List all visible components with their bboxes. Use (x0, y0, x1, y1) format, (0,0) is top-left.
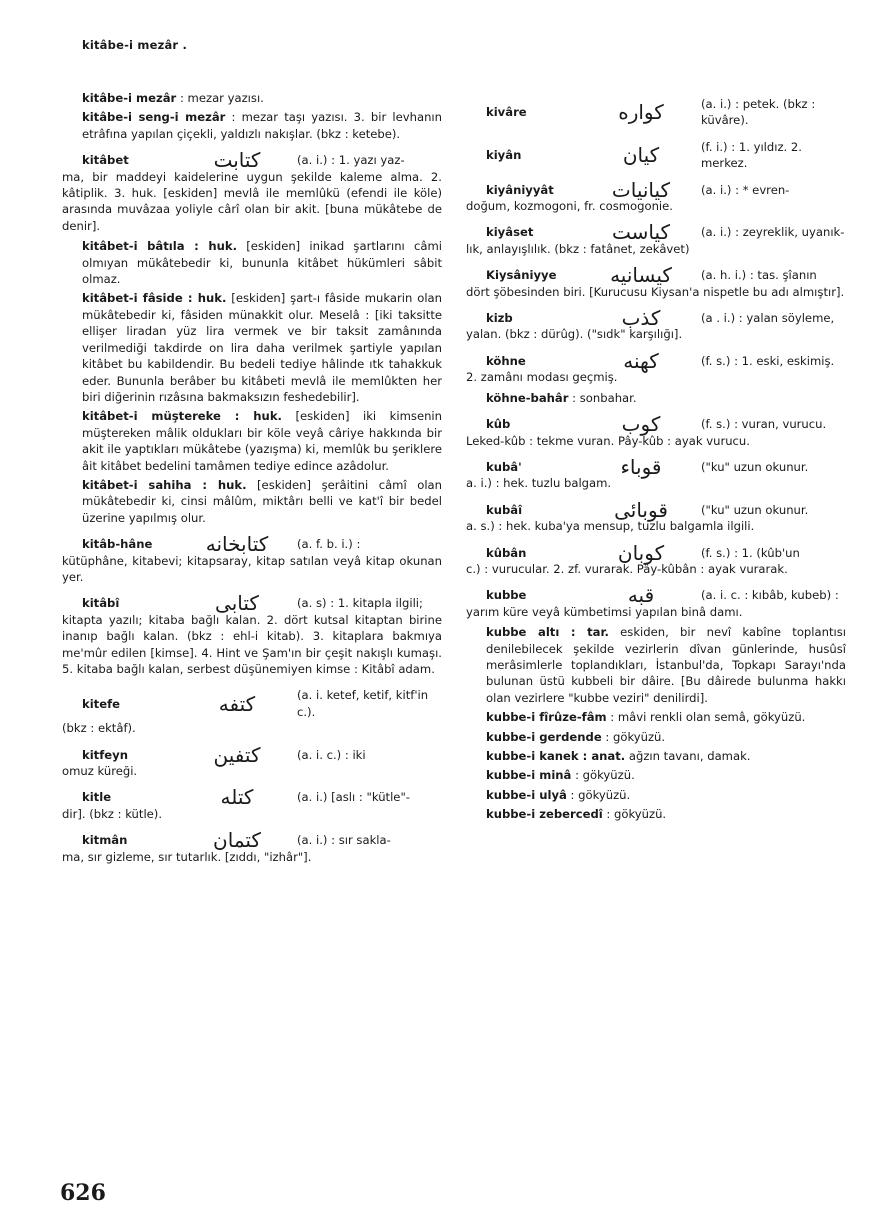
entry-kuban-head (466, 540, 846, 565)
arabic-script: كياست (611, 220, 671, 245)
headword: kûbân (486, 545, 527, 560)
definition-cont: 2. zamânı modası geçmiş. (466, 370, 618, 385)
definition: : mâvi renkli olan semâ, gökyüzü. (606, 710, 806, 725)
headword: kiyâniyyât (486, 182, 554, 197)
definition: [eskiden] iki kimsenin müştereken mâlik oldukları bir köle veyâ câriye hakkında bir akit ile yaptıkları mükâtebe (yazışma) ki, memlûk bu şeriklere âit kitâbet bedelini tamâmen tediye edince azâdolur. (82, 409, 443, 473)
definition-start: ("ku" uzun okunur. (701, 459, 809, 474)
arabic-script: كتفين (213, 742, 261, 767)
arabic-script: كوب (621, 412, 661, 437)
entry-kizb-head (466, 306, 846, 331)
headword: kizb (486, 311, 513, 326)
entry-kitabe-i-mezar (62, 90, 442, 106)
entry-kiysaniyye-head (466, 263, 846, 288)
entry-kiyan-head (466, 139, 846, 172)
definition-start: (f. s.) : 1. (kûb'un (701, 545, 800, 560)
definition-start: (a. f. b. i.) : (297, 537, 361, 552)
definition-start: (a. h. i.) : tas. şîanın (701, 268, 817, 283)
headword: kubbe-i fîrûze-fâm (486, 710, 607, 725)
arabic-script: كتمان (213, 828, 261, 853)
definition-start: (a. i.) [aslı : "kütle"- (297, 790, 410, 805)
entry-kiyaset-head (466, 220, 846, 245)
definition: ağzın tavanı, damak. (625, 749, 751, 763)
definition: : gökyüzü. (602, 807, 667, 822)
arabic-script: كواره (618, 100, 664, 125)
definition-cont: ma, sır gizleme, sır tutarlık. [zıddı, "izhâr"]. (62, 849, 312, 864)
entry-kitabi-head (62, 591, 442, 616)
definition: : sonbahar. (568, 390, 637, 405)
definition-start: (a. i.) : * evren- (701, 182, 790, 197)
definition-start: (a. i.) : zeyreklik, uyanık- (701, 225, 845, 240)
definition-cont: dört şöbesinden biri. [Kurucusu Kiysan'a nispetle bu adı almıştır]. (466, 284, 845, 299)
definition-cont: (bkz : ektâf). (62, 721, 136, 736)
entry-kitabet-i-faside (62, 290, 442, 405)
entry-kitabet-i-mustereke (62, 408, 442, 474)
definition: : gökyüzü. (566, 787, 631, 802)
definition-cont: kütüphâne, kitabevi; kitapsaray, kitap satılan veyâ kitap okunan yer. (62, 553, 442, 584)
entry-kitabet-i-batila (62, 238, 442, 287)
definition-cont: lık, anlayışlılık. (bkz : fatânet, zekâvet) (466, 241, 690, 256)
definition: eskiden, bir nevî kabîne toplantısı denilebilecek şekilde vezirlerin dîvan günlerinde, husûsî merâsimlerle toplandıkları, İstanbul'da, Topkapı Sarayı'nda bulunan üstü kubbeli bir dâire. [Bu dâirede bulunma hakkı olan vezirlere "kubbe veziri" denilirdi]. (486, 625, 846, 705)
definition-start: (a. i. c.) : iki (297, 747, 366, 762)
headword: kitâbet-i fâside : huk. (82, 291, 227, 306)
definition-start: (a. i. ketef, ketif, kitf'in c.). (297, 688, 429, 719)
entry-kitabet-i-sahiha (62, 477, 442, 526)
headword: kitâbe-i mezâr (82, 91, 177, 105)
definition: [eskiden] şart-ı fâside mukarin olan mükâtebedir ki, fâsiden münakkit olur. Meselâ : [iki taksitte ellişer liradan yüz lira vermek ve bir taksit zamânında verilmediği takdirde on lira daha verilmek şartiyle yapılan kitâbet bu kabildendir. Bu bedeli tediye hâlinde ıtk tahakkuk eder. Bununla berâber bu kitâbeti mevlâ ile memlûkten her biri diğerinin rızâsına bakmaksızın feshedebilir]. (82, 291, 442, 404)
definition-start: ("ku" uzun okunur. (701, 502, 809, 517)
entry-kuba-head (466, 454, 846, 479)
definition: : gökyüzü. (571, 768, 635, 783)
definition-cont: doğum, kozmogoni, fr. cosmogonie. (466, 199, 673, 214)
arabic-script: كيان (622, 143, 660, 168)
entry-kubbe-i-firuze-fam (466, 709, 846, 725)
definition: : mezar taşı yazısı. 3. bir levhanın etrâfına yapılan çiçekli, yaldızlı nakışlar. (bkz : ketebe). (82, 110, 443, 141)
headword: kubâ' (486, 459, 522, 474)
page-number: 626 (60, 1180, 106, 1206)
definition-start: (a. i. c. : kıbâb, kubeb) : (701, 588, 839, 603)
arabic-script: قوبائى (614, 497, 668, 522)
entry-kiyaniyyat-head (466, 177, 846, 202)
headword: kubbe-i gerdende (486, 729, 602, 744)
entry-kitabe-i-seng-i-mezar (62, 109, 442, 142)
entry-kitab-hane-head (62, 532, 442, 557)
running-head: kitâbe-i mezâr . (82, 38, 188, 52)
headword: kitâbet (82, 153, 129, 168)
arabic-script: كتله (220, 785, 254, 810)
definition-cont: ma, bir maddeyi kaidelerine uygun şekilde kaleme alma. 2. kâtiplik. 3. huk. [eskiden] mevlâ ile memlûkü (efendi ile köle) arasında muvâzaa yoliyle cârî olan bir akit. [buna mükâtebe de denir]. (62, 169, 442, 233)
entry-kubbe-i-zebercedi (466, 806, 846, 822)
definition-cont: Leked-kûb : tekme vuran. Pây-kûb : ayak vurucu. (466, 433, 750, 448)
entry-kitman-head (62, 828, 442, 853)
definition-cont: yarım küre veyâ kümbetimsi yapılan binâ damı. (466, 604, 743, 619)
headword: kivâre (486, 105, 527, 120)
headword: kubbe altı : tar. (486, 625, 609, 640)
definition-start: (a. i.) : petek. (bkz : küvâre). (701, 97, 816, 128)
entry-kohne-bahar (466, 390, 846, 406)
entry-kitfeyn-head (62, 742, 442, 767)
arabic-script: قبه (627, 583, 655, 608)
headword: kitâb-hâne (82, 537, 153, 552)
entry-kivare-head (466, 96, 846, 129)
definition-cont: c.) : vurucular. 2. zf. vurarak. Pây-kûbân : ayak vurarak. (466, 561, 788, 576)
entry-kub-head (466, 412, 846, 437)
headword: kitâbet-i bâtıla : huk. (82, 239, 237, 254)
headword: kubbe-i ulyâ (486, 787, 567, 802)
headword: kitâbî (82, 596, 120, 611)
definition-cont: kitapta yazılı; kitaba bağlı kalan. 2. dört kutsal kitaptan birine inanıp bağlı kalan. (bkz : ehl-i kitab). 3. kitaplara bakmıya me'mûr edilen [kimse]. 4. Hint ve Şam'ın bir çeşit nakışlı kumaşı. 5. kitaba bağlı kalan, serbest düşünemiyen kimse : Kitâbî adam. (62, 612, 442, 676)
headword: kitefe (82, 696, 120, 711)
arabic-script: كهنه (623, 348, 659, 373)
headword: kitle (82, 790, 112, 805)
entry-kitefe-head (62, 687, 442, 720)
headword: kitâbet-i müştereke : huk. (82, 409, 282, 424)
arabic-script: كذب (621, 306, 661, 331)
definition-start: (f. s.) : vuran, vurucu. (701, 417, 827, 432)
definition-cont: a. i.) : hek. tuzlu balgam. (466, 476, 612, 491)
entry-kubbe-i-ulya (466, 787, 846, 803)
definition-start: (f. s.) : 1. eski, eskimiş. (701, 353, 835, 368)
headword: kubâî (486, 502, 523, 517)
definition-start: (a . i.) : yalan söyleme, (701, 311, 835, 326)
arabic-script: كيسانيه (610, 263, 672, 288)
headword: köhne (486, 353, 526, 368)
definition-start: (a. i.) : 1. yazı yaz- (297, 153, 405, 168)
headword: kubbe-i zebercedî (486, 807, 603, 822)
headword: kitfeyn (82, 747, 128, 762)
definition-start: (f. i.) : 1. yıldız. 2. merkez. (701, 139, 802, 171)
entry-kitle-head (62, 785, 442, 810)
arabic-script: كتابى (215, 591, 259, 616)
entry-kubai-head (466, 497, 846, 522)
definition-start: (a. s) : 1. kitapla ilgili; (297, 596, 423, 611)
definition-cont: omuz küreği. (62, 764, 138, 779)
headword: kubbe-i kanek : anat. (486, 749, 626, 763)
definition-cont: a. s.) : hek. kuba'ya mensup, tuzlu balgamla ilgili. (466, 519, 755, 534)
definition: [eskiden] şerâitini câmî olan mükâtebedir ki, cinsi mâlûm, miktârı belli ve kat'î bir bedel üzerine yapılmış olur. (82, 477, 442, 525)
entry-kohne-head (466, 348, 846, 373)
headword: kiyâset (486, 225, 534, 240)
definition: [eskiden] inikad şartlarını câmi olmıyan mükâtebedir ki, bununla kitâbet hükümleri sâbit olmaz. (82, 239, 442, 287)
headword: kitmân (82, 833, 128, 848)
arabic-script: كتابت (213, 148, 261, 173)
arabic-script: كتابخانه (205, 532, 269, 557)
definition: : gökyüzü. (601, 729, 666, 744)
headword: kubbe-i minâ (486, 768, 572, 783)
entry-kubbe-head (466, 583, 846, 608)
definition-cont: yalan. (bkz : dürûg). ("sıdk" karşılığı]. (466, 327, 683, 342)
headword: kûb (486, 417, 511, 432)
arabic-script: كوبان (617, 540, 665, 565)
headword: kitâbet-i sahiha : huk. (82, 477, 247, 492)
headword: Kiysâniyye (486, 268, 557, 283)
headword: kiyân (486, 148, 522, 163)
definition-start: (a. i.) : sır sakla- (297, 833, 391, 848)
headword: kitâbe-i seng-i mezâr (82, 110, 226, 125)
entry-kubbe-i-gerdende (466, 729, 846, 745)
arabic-script: كتفه (218, 691, 256, 716)
headword: köhne-bahâr (486, 390, 569, 405)
entry-kubbe-alti (466, 624, 846, 706)
arabic-script: قوباء (620, 454, 662, 479)
definition: : mezar yazısı. (176, 91, 264, 105)
entry-kubbe-i-kanek (466, 748, 846, 764)
arabic-script: كيانيات (611, 177, 671, 202)
headword: kubbe (486, 588, 527, 603)
right-column (466, 96, 846, 826)
entry-kitabet-head (62, 148, 442, 173)
definition-cont: dir]. (bkz : kütle). (62, 806, 163, 821)
entry-kubbe-i-mina (466, 767, 846, 783)
left-column (62, 90, 442, 869)
